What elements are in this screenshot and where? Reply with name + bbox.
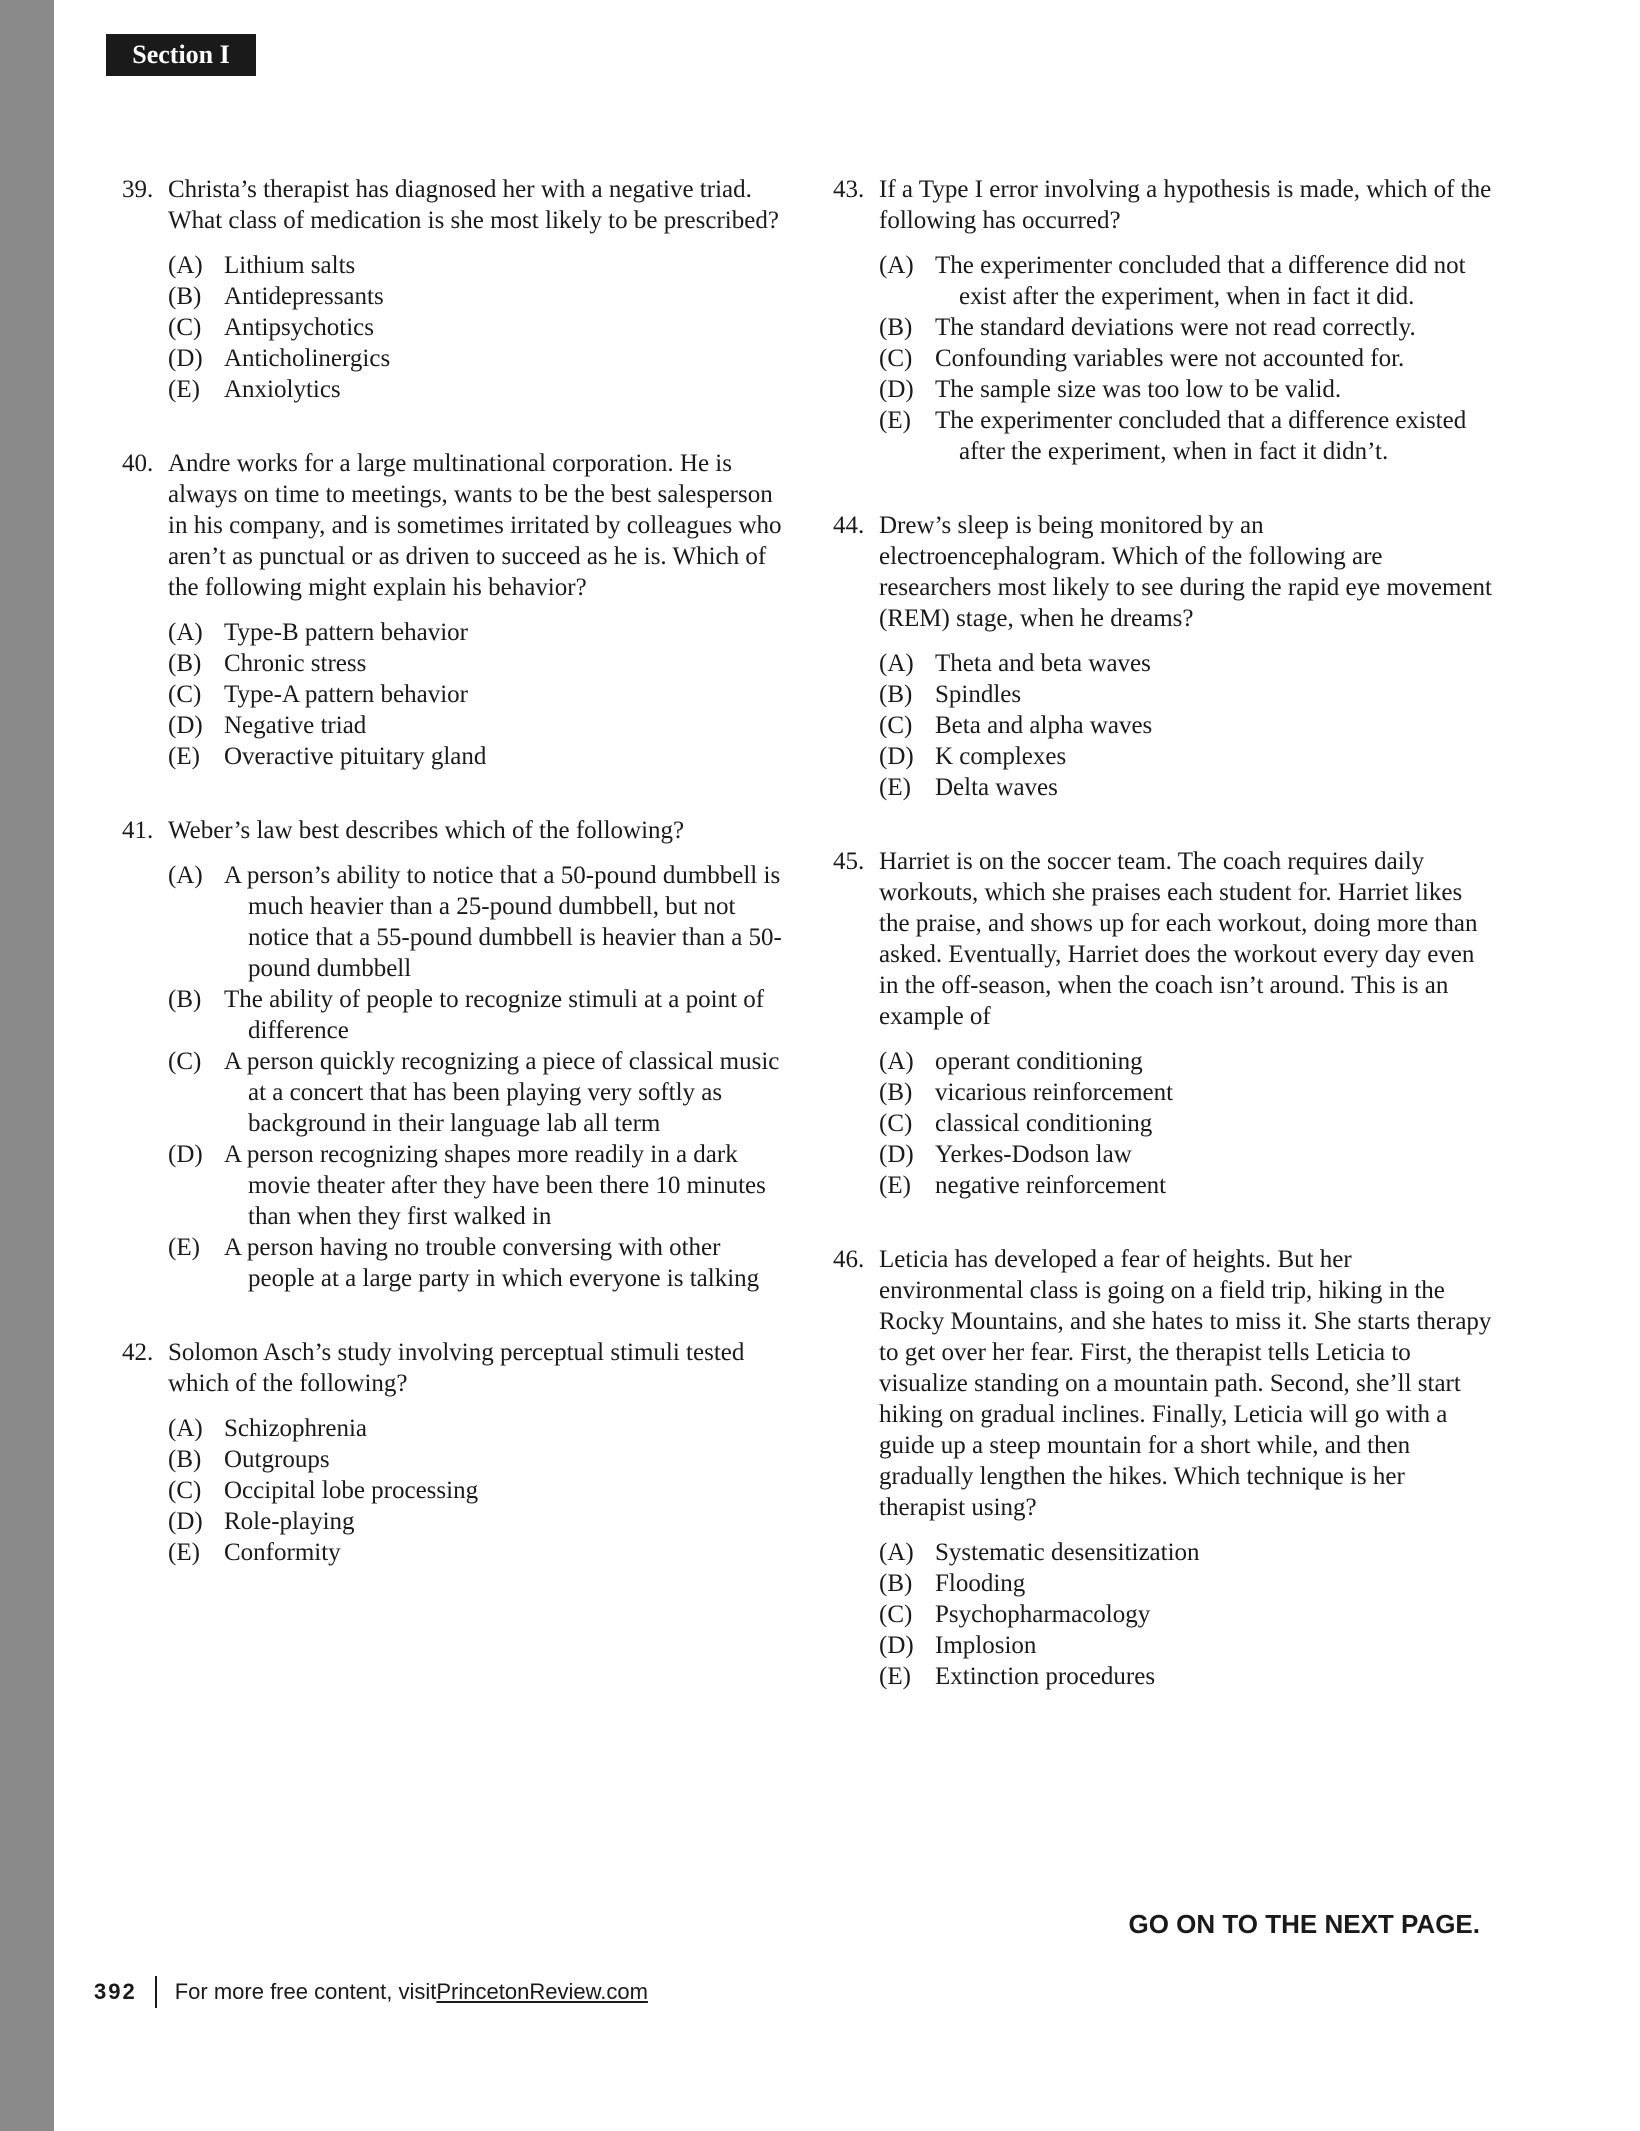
answer-choice[interactable] [168, 617, 782, 648]
question-stem [122, 174, 782, 236]
choice-label: (B) [168, 650, 202, 677]
choice-label: (A) [879, 650, 914, 677]
choice-label: (B) [168, 1446, 202, 1473]
question-41 [122, 815, 782, 1294]
answer-choice[interactable] [168, 1139, 782, 1232]
choice-text: The experimenter concluded that a difference existed after the experiment, when in fact it didn’t. [935, 407, 1467, 465]
answer-choice[interactable] [168, 1506, 782, 1537]
answer-choice[interactable] [879, 648, 1493, 679]
choice-label: (C) [168, 1477, 202, 1504]
answer-choice[interactable] [168, 710, 782, 741]
choice-label: (E) [879, 774, 911, 801]
answer-choice[interactable] [879, 343, 1493, 374]
choice-label: (A) [879, 1539, 914, 1566]
footer-link[interactable]: PrincetonReview.com [436, 1979, 648, 2004]
right-column [833, 174, 1493, 1735]
choice-label: (E) [168, 376, 200, 403]
choice-text: The standard deviations were not read correctly. [935, 314, 1416, 341]
question-stem [833, 174, 1493, 236]
choice-label: (D) [168, 1508, 203, 1535]
answer-choice[interactable] [879, 772, 1493, 803]
question-stem [833, 1244, 1493, 1523]
choice-text: A person recognizing shapes more readily in a dark movie theater after they have been there 10 minutes than when they first walked in [224, 1141, 766, 1230]
choice-text: Conformity [224, 1539, 341, 1566]
choice-label: (A) [168, 252, 203, 279]
question-stem [833, 510, 1493, 634]
choice-text: Lithium salts [224, 252, 356, 279]
choice-text: Anticholinergics [224, 345, 391, 372]
choice-text: operant conditioning [935, 1048, 1143, 1075]
question-number: 40. [122, 450, 154, 477]
choice-label: (E) [168, 1234, 200, 1261]
question-number: 43. [833, 176, 865, 203]
answer-choices [122, 250, 782, 405]
choice-label: (C) [879, 345, 913, 372]
answer-choice[interactable] [168, 860, 782, 984]
answer-choice[interactable] [879, 1568, 1493, 1599]
choice-text: Systematic desensitization [935, 1539, 1200, 1566]
left-column [122, 174, 782, 1611]
choice-label: (C) [168, 314, 202, 341]
answer-choice[interactable] [168, 281, 782, 312]
choice-text: Confounding variables were not accounted for. [935, 345, 1405, 372]
answer-choice[interactable] [879, 1537, 1493, 1568]
answer-choice[interactable] [879, 679, 1493, 710]
question-text: Drew’s sleep is being monitored by an electroencephalogram. Which of the following are researchers most likely to see during the rapid eye movement (REM) stage, when he dreams? [879, 512, 1492, 632]
choice-text: classical conditioning [935, 1110, 1153, 1137]
choice-text: Type-B pattern behavior [224, 619, 468, 646]
choice-text: Theta and beta waves [935, 650, 1151, 677]
choice-text: Yerkes-Dodson law [935, 1141, 1132, 1168]
choice-text: Schizophrenia [224, 1415, 368, 1442]
choice-label: (B) [879, 1079, 913, 1106]
question-40 [122, 448, 782, 772]
choice-text: The sample size was too low to be valid. [935, 376, 1342, 403]
page-footer [94, 1974, 648, 2010]
answer-choice[interactable] [879, 1661, 1493, 1692]
answer-choice[interactable] [879, 1108, 1493, 1139]
answer-choice[interactable] [879, 374, 1493, 405]
question-stem [833, 846, 1493, 1032]
choice-label: (C) [879, 1110, 913, 1137]
answer-choice[interactable] [168, 343, 782, 374]
answer-choice[interactable] [168, 1232, 782, 1294]
choice-text: Implosion [935, 1632, 1037, 1659]
question-number: 41. [122, 817, 154, 844]
choice-text: The experimenter concluded that a difference did not exist after the experiment, when in fact it did. [935, 252, 1466, 310]
choice-text: Delta waves [935, 774, 1058, 801]
question-44 [833, 510, 1493, 803]
choice-label: (E) [879, 1663, 911, 1690]
answer-choice[interactable] [168, 984, 782, 1046]
choice-text: A person quickly recognizing a piece of classical music at a concert that has been playing very softly as background in their language lab all term [224, 1048, 780, 1137]
question-42 [122, 1337, 782, 1568]
choice-text: Role-playing [224, 1508, 355, 1535]
choice-label: (D) [879, 1632, 914, 1659]
choice-text: Outgroups [224, 1446, 330, 1473]
choice-label: (D) [168, 712, 203, 739]
choice-text: A person’s ability to notice that a 50-pound dumbbell is much heavier than a 25-pound dumbbell, but not notice that a 55-pound dumbbell is heavier than a 50-pound dumbbell [224, 862, 782, 982]
answer-choice[interactable] [168, 1537, 782, 1568]
page-number: 392 [94, 1979, 137, 2004]
choice-text: Psychopharmacology [935, 1601, 1151, 1628]
question-number: 46. [833, 1246, 865, 1273]
answer-choices [833, 250, 1493, 467]
choice-label: (D) [168, 345, 203, 372]
question-stem [122, 448, 782, 603]
answer-choices [122, 1413, 782, 1568]
choice-text: Antidepressants [224, 283, 384, 310]
answer-choice[interactable] [879, 1046, 1493, 1077]
answer-choice[interactable] [879, 1599, 1493, 1630]
answer-choice[interactable] [168, 1444, 782, 1475]
choice-text: Beta and alpha waves [935, 712, 1153, 739]
choice-text: negative reinforcement [935, 1172, 1167, 1199]
answer-choice[interactable] [168, 374, 782, 405]
answer-choice[interactable] [168, 1413, 782, 1444]
choice-label: (E) [168, 1539, 200, 1566]
choice-label: (C) [168, 681, 202, 708]
choice-label: (B) [879, 681, 913, 708]
answer-choices [122, 860, 782, 1294]
choice-text: A person having no trouble conversing with other people at a large party in which everyone is talking [224, 1234, 760, 1292]
question-text: Solomon Asch’s study involving perceptual stimuli tested which of the following? [168, 1339, 745, 1397]
choice-text: Chronic stress [224, 650, 367, 677]
choice-text: Extinction procedures [935, 1663, 1156, 1690]
answer-choice[interactable] [879, 710, 1493, 741]
choice-label: (E) [168, 743, 200, 770]
answer-choice[interactable] [879, 1630, 1493, 1661]
answer-choices [833, 648, 1493, 803]
question-46 [833, 1244, 1493, 1692]
answer-choices [833, 1046, 1493, 1201]
choice-label: (A) [879, 252, 914, 279]
choice-label: (B) [168, 283, 202, 310]
answer-choice[interactable] [168, 1475, 782, 1506]
question-text: Christa’s therapist has diagnosed her with a negative triad. What class of medication is she most likely to be prescribed? [168, 176, 779, 234]
answer-choice[interactable] [168, 679, 782, 710]
question-number: 45. [833, 848, 865, 875]
question-45 [833, 846, 1493, 1201]
choice-label: (A) [168, 619, 203, 646]
answer-choice[interactable] [879, 405, 1493, 467]
choice-text: Flooding [935, 1570, 1026, 1597]
question-number: 44. [833, 512, 865, 539]
footer-divider [155, 1976, 157, 2008]
answer-choice[interactable] [168, 312, 782, 343]
choice-text: Anxiolytics [224, 376, 341, 403]
choice-label: (A) [168, 862, 203, 889]
choice-label: (D) [879, 376, 914, 403]
choice-label: (B) [168, 986, 202, 1013]
answer-choice[interactable] [879, 250, 1493, 312]
answer-choice[interactable] [879, 741, 1493, 772]
choice-label: (A) [879, 1048, 914, 1075]
answer-choice[interactable] [168, 741, 782, 772]
question-text: Weber’s law best describes which of the following? [168, 817, 685, 844]
page-edge-bar [0, 0, 54, 2131]
answer-choice[interactable] [879, 1139, 1493, 1170]
choice-label: (C) [168, 1048, 202, 1075]
choice-text: Type-A pattern behavior [224, 681, 468, 708]
question-text: Leticia has developed a fear of heights. But her environmental class is going on a field trip, hiking in the Rocky Mountains, and she hates to miss it. She starts therapy to get over her fear. First, the therapist tells Leticia to visualize standing on a mountain path. Second, she’ll start hiking on gradual inclines. Finally, Leticia will go with a guide up a steep mountain for a short while, and then gradually lengthen the hikes. Which technique is her therapist using? [879, 1246, 1492, 1521]
choice-text: vicarious reinforcement [935, 1079, 1174, 1106]
question-number: 42. [122, 1339, 154, 1366]
choice-text: Overactive pituitary gland [224, 743, 487, 770]
choice-label: (E) [879, 407, 911, 434]
question-text: Andre works for a large multinational corporation. He is always on time to meetings, wants to be the best salesperson in his company, and is sometimes irritated by colleagues who aren’t as punctual or as driven to succeed as he is. Which of the following might explain his behavior? [168, 450, 782, 601]
answer-choice[interactable] [879, 1170, 1493, 1201]
next-page-notice: GO ON TO THE NEXT PAGE. [1128, 1909, 1480, 1939]
choice-label: (D) [879, 1141, 914, 1168]
choice-label: (B) [879, 314, 913, 341]
choice-text: Antipsychotics [224, 314, 374, 341]
question-text: Harriet is on the soccer team. The coach requires daily workouts, which she praises each student for. Harriet likes the praise, and shows up for each workout, doing more than asked. Eventually, Harriet does the workout every day even in the off-season, when the coach isn’t around. This is an example of [879, 848, 1478, 1030]
answer-choice[interactable] [168, 250, 782, 281]
section-label: Section I [106, 34, 256, 76]
answer-choices [833, 1537, 1493, 1692]
choice-label: (B) [879, 1570, 913, 1597]
choice-text: Occipital lobe processing [224, 1477, 479, 1504]
question-number: 39. [122, 176, 154, 203]
answer-choices [122, 617, 782, 772]
choice-label: (A) [168, 1415, 203, 1442]
choice-label: (C) [879, 712, 913, 739]
choice-text: Negative triad [224, 712, 367, 739]
choice-text: The ability of people to recognize stimuli at a point of difference [224, 986, 765, 1044]
footer-text: For more free content, visit [174, 1979, 437, 2004]
choice-text: Spindles [935, 681, 1022, 708]
choice-label: (E) [879, 1172, 911, 1199]
question-43 [833, 174, 1493, 467]
question-stem [122, 1337, 782, 1399]
question-39 [122, 174, 782, 405]
answer-choice[interactable] [168, 648, 782, 679]
choice-label: (D) [879, 743, 914, 770]
choice-label: (C) [879, 1601, 913, 1628]
question-text: If a Type I error involving a hypothesis is made, which of the following has occurred? [879, 176, 1492, 234]
answer-choice[interactable] [879, 1077, 1493, 1108]
answer-choice[interactable] [879, 312, 1493, 343]
choice-label: (D) [168, 1141, 203, 1168]
answer-choice[interactable] [168, 1046, 782, 1139]
question-stem [122, 815, 782, 846]
choice-text: K complexes [935, 743, 1067, 770]
